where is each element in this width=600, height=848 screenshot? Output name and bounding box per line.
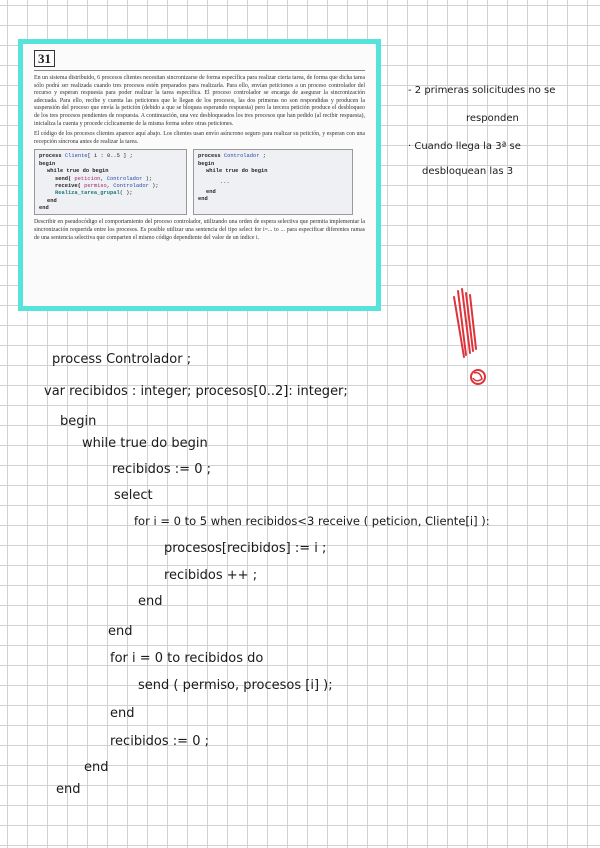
solution-line: end — [108, 624, 133, 639]
solution-line: begin — [60, 414, 97, 429]
solution-line: for i = 0 to 5 when recibidos<3 receive ( peticion, Cliente[i] ): — [134, 514, 490, 528]
solution-line: process Controlador ; — [52, 352, 192, 367]
code-line: end — [206, 188, 216, 195]
solution-line: recibidos := 0 ; — [112, 462, 211, 477]
note-line-4: desbloquean las 3 — [422, 166, 514, 177]
exercise-paragraph-1: En un sistema distribuido, 6 procesos clientes necesitan sincronizarse de forma específica para realizar cierta tarea, de forma que dicha tarea sólo podrá ser realizada cuando tres procesos estén preparados para realizarla. Para ello, envían peticiones a un proceso controlador del recurso y esperan respuesta para poder realizar la tarea específica. El proceso controlador se encarga de asegurar la sincronización adecuada. Para ello, recibe y cuenta las peticiones que le llegan de los procesos, las dos primeras no son respondidas y producen la suspensión del proceso que envía la petición (debido a que se bloquea esperando respuesta) pero la tercera petición produce el desbloqueo de los tres procesos pendientes de respuesta. A continuación, una vez desbloqueados los tres procesos que han pedido (al recibir respuesta), inicializa la cuenta y procede cíclicamente de la misma forma sobre otras peticiones. — [34, 75, 365, 127]
code-line: process Cliente[ i : 0..5 ] ; — [39, 153, 133, 160]
solution-line: end — [138, 594, 163, 609]
code-line: Realiza_tarea_grupal( ); — [55, 190, 133, 197]
code-line: end — [198, 196, 208, 203]
code-line: process Controlador ; — [198, 153, 266, 160]
solution-line: var recibidos : integer; procesos[0..2]: integer; — [44, 384, 348, 399]
solution-line: send ( permiso, procesos [i] ); — [138, 678, 333, 693]
exercise-card — [18, 39, 381, 311]
code-line: begin — [198, 160, 215, 167]
code-line: begin — [39, 160, 56, 167]
code-line: receive( permiso, Controlador ); — [55, 182, 159, 189]
code-line: end — [47, 197, 57, 204]
code-line: while true do begin — [206, 168, 268, 175]
note-line-2: responden — [466, 113, 519, 124]
exercise-number: 31 — [34, 50, 55, 67]
solution-line: procesos[recibidos] := i ; — [164, 541, 327, 556]
red-exclamation-icon — [440, 285, 500, 395]
code-line: ... — [220, 178, 230, 185]
solution-line: end — [110, 706, 135, 721]
note-line-3: · Cuando llega la 3ª se — [408, 141, 521, 152]
solution-line: for i = 0 to recibidos do — [110, 651, 264, 666]
code-line: while true do begin — [47, 168, 109, 175]
note-line-1: - 2 primeras solicitudes no se — [408, 85, 556, 96]
code-listings — [34, 149, 365, 215]
solution-line: while true do begin — [82, 436, 208, 451]
divider — [34, 70, 365, 71]
solution-line: end — [56, 782, 81, 797]
solution-line: end — [84, 760, 109, 775]
controller-code-box — [193, 149, 353, 215]
client-code-box — [34, 149, 187, 215]
exercise-paragraph-2: El código de los procesos clientes aparece aquí abajo. Los clientes usan envío asíncrono seguro para realizar su petición, y esperan con una recepción síncrona antes de realizar la tarea. — [34, 131, 365, 145]
code-line: end — [39, 205, 49, 212]
code-line: send( peticion, Controlador ); — [55, 175, 153, 182]
solution-line: select — [114, 488, 153, 503]
solution-line: recibidos ++ ; — [164, 568, 258, 583]
solution-line: recibidos := 0 ; — [110, 734, 209, 749]
exercise-paragraph-3: Describir en pseudocódigo el comportamiento del proceso controlador, utilizando una orden de espera selectiva que permita implementar la sincronización requerida entre los procesos. Es posible utilizar una sentencia del tipo select for i=... to ... para especificar diferentes ramas de una sentencia selectiva que comparten el mismo código dependiente del valor de un índice i. — [34, 219, 365, 241]
